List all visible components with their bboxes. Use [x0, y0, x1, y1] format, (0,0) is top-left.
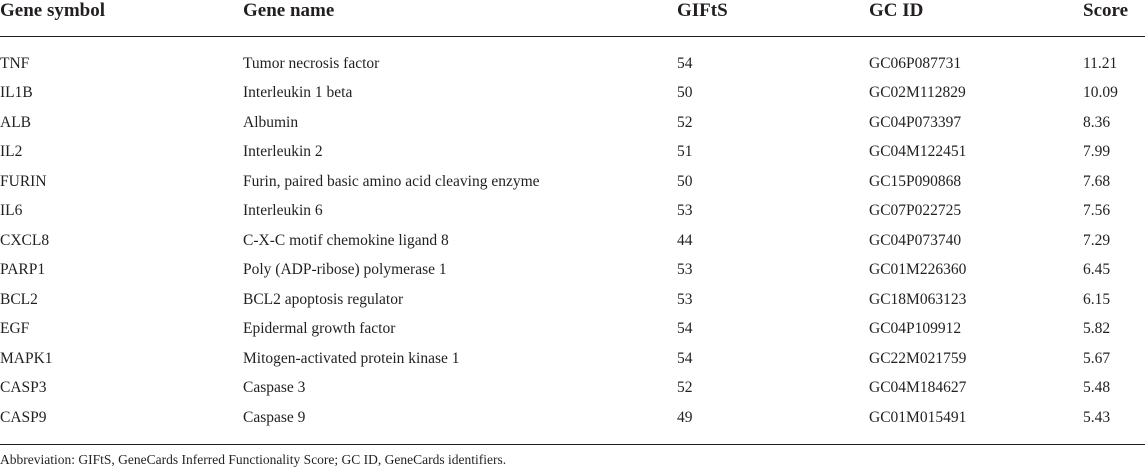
cell-gifts: 44 — [677, 231, 693, 249]
cell-score: 7.29 — [1083, 231, 1111, 249]
cell-gifts: 53 — [677, 202, 693, 220]
cell-gene-name: Mitogen-activated protein kinase 1 — [243, 349, 460, 367]
cell-gc-id: GC06P087731 — [869, 54, 962, 72]
cell-gene-symbol: PARP1 — [0, 261, 46, 279]
cell-gene-symbol: CXCL8 — [0, 231, 50, 249]
table-row — [0, 374, 1145, 404]
cell-gc-id: GC07P022725 — [869, 202, 962, 220]
cell-score: 7.99 — [1083, 143, 1111, 161]
header-gc-id: GC ID — [869, 0, 1083, 37]
cell-gifts: 54 — [677, 54, 693, 72]
cell-score: 10.09 — [1083, 84, 1118, 102]
table-row — [0, 79, 1145, 109]
header-row — [0, 0, 1145, 37]
cell-gifts: 50 — [677, 84, 693, 102]
cell-score: 5.48 — [1083, 379, 1111, 397]
cell-gene-symbol: MAPK1 — [0, 349, 53, 367]
cell-gifts: 54 — [677, 320, 693, 338]
cell-gc-id: GC22M021759 — [869, 349, 967, 367]
cell-gene-name: Epidermal growth factor — [243, 320, 396, 338]
cell-gene-name: Interleukin 2 — [243, 143, 323, 161]
cell-score: 11.21 — [1083, 54, 1118, 72]
cell-gifts: 53 — [677, 261, 693, 279]
cell-gene-symbol: CASP3 — [0, 379, 47, 397]
cell-score: 6.45 — [1083, 261, 1111, 279]
cell-gene-symbol: IL2 — [0, 143, 23, 161]
cell-gc-id: GC01M226360 — [869, 261, 967, 279]
cell-gc-id: GC18M063123 — [869, 290, 967, 308]
cell-score: 5.43 — [1083, 408, 1111, 426]
cell-score: 6.15 — [1083, 290, 1111, 308]
cell-gifts: 53 — [677, 290, 693, 308]
cell-gene-symbol: IL6 — [0, 202, 23, 220]
table-row — [0, 138, 1145, 168]
cell-gifts: 52 — [677, 379, 693, 397]
cell-gene-name: C-X-C motif chemokine ligand 8 — [243, 231, 449, 249]
table-footnote: Abbreviation: GIFtS, GeneCards Inferred Functionality Score; GC ID, GeneCards identifiers. — [0, 452, 507, 467]
table-row — [0, 285, 1145, 315]
cell-gene-name: Albumin — [243, 113, 299, 131]
cell-gc-id: GC04P073740 — [869, 231, 962, 249]
cell-gene-symbol: BCL2 — [0, 290, 38, 308]
table-row — [0, 315, 1145, 345]
cell-gene-symbol: IL1B — [0, 84, 33, 102]
cell-score: 7.56 — [1083, 202, 1111, 220]
cell-gc-id: GC04M184627 — [869, 379, 967, 397]
cell-gene-name: Interleukin 6 — [243, 202, 323, 220]
table-row — [0, 403, 1145, 443]
table-row — [0, 226, 1145, 256]
cell-gifts: 49 — [677, 408, 693, 426]
header-gifts: GIFtS — [677, 0, 869, 37]
cell-gene-name: Caspase 9 — [243, 408, 306, 426]
cell-gc-id: GC01M015491 — [869, 408, 967, 426]
cell-gene-symbol: EGF — [0, 320, 30, 338]
cell-score: 8.36 — [1083, 113, 1111, 131]
cell-gifts: 54 — [677, 349, 693, 367]
cell-gc-id: GC04P073397 — [869, 113, 962, 131]
cell-gene-name: Tumor necrosis factor — [243, 54, 380, 72]
cell-score: 5.82 — [1083, 320, 1111, 338]
cell-gifts: 50 — [677, 172, 693, 190]
table-bottom-rule — [0, 444, 1145, 445]
header-score: Score — [1083, 0, 1145, 37]
table-row — [0, 167, 1145, 197]
table-row — [0, 197, 1145, 227]
cell-score: 5.67 — [1083, 349, 1111, 367]
cell-gene-name: Poly (ADP-ribose) polymerase 1 — [243, 261, 447, 279]
header-gene-name: Gene name — [243, 0, 677, 37]
cell-gene-symbol: TNF — [0, 54, 30, 72]
table-row — [0, 256, 1145, 286]
cell-gc-id: GC04P109912 — [869, 320, 962, 338]
cell-gifts: 52 — [677, 113, 693, 131]
table-row — [0, 37, 1145, 79]
table-row — [0, 108, 1145, 138]
cell-gene-symbol: FURIN — [0, 172, 47, 190]
cell-score: 7.68 — [1083, 172, 1111, 190]
cell-gene-name: Furin, paired basic amino acid cleaving enzyme — [243, 172, 540, 190]
cell-gene-symbol: ALB — [0, 113, 31, 131]
cell-gene-name: Interleukin 1 beta — [243, 84, 353, 102]
cell-gene-symbol: CASP9 — [0, 408, 47, 426]
table-header — [0, 0, 1145, 37]
table-row — [0, 344, 1145, 374]
header-gene-symbol: Gene symbol — [0, 0, 243, 37]
table-body — [0, 37, 1145, 443]
cell-gc-id: GC02M112829 — [869, 84, 966, 102]
cell-gene-name: BCL2 apoptosis regulator — [243, 290, 404, 308]
cell-gifts: 51 — [677, 143, 693, 161]
cell-gc-id: GC04M122451 — [869, 143, 967, 161]
cell-gc-id: GC15P090868 — [869, 172, 962, 190]
cell-gene-name: Caspase 3 — [243, 379, 306, 397]
